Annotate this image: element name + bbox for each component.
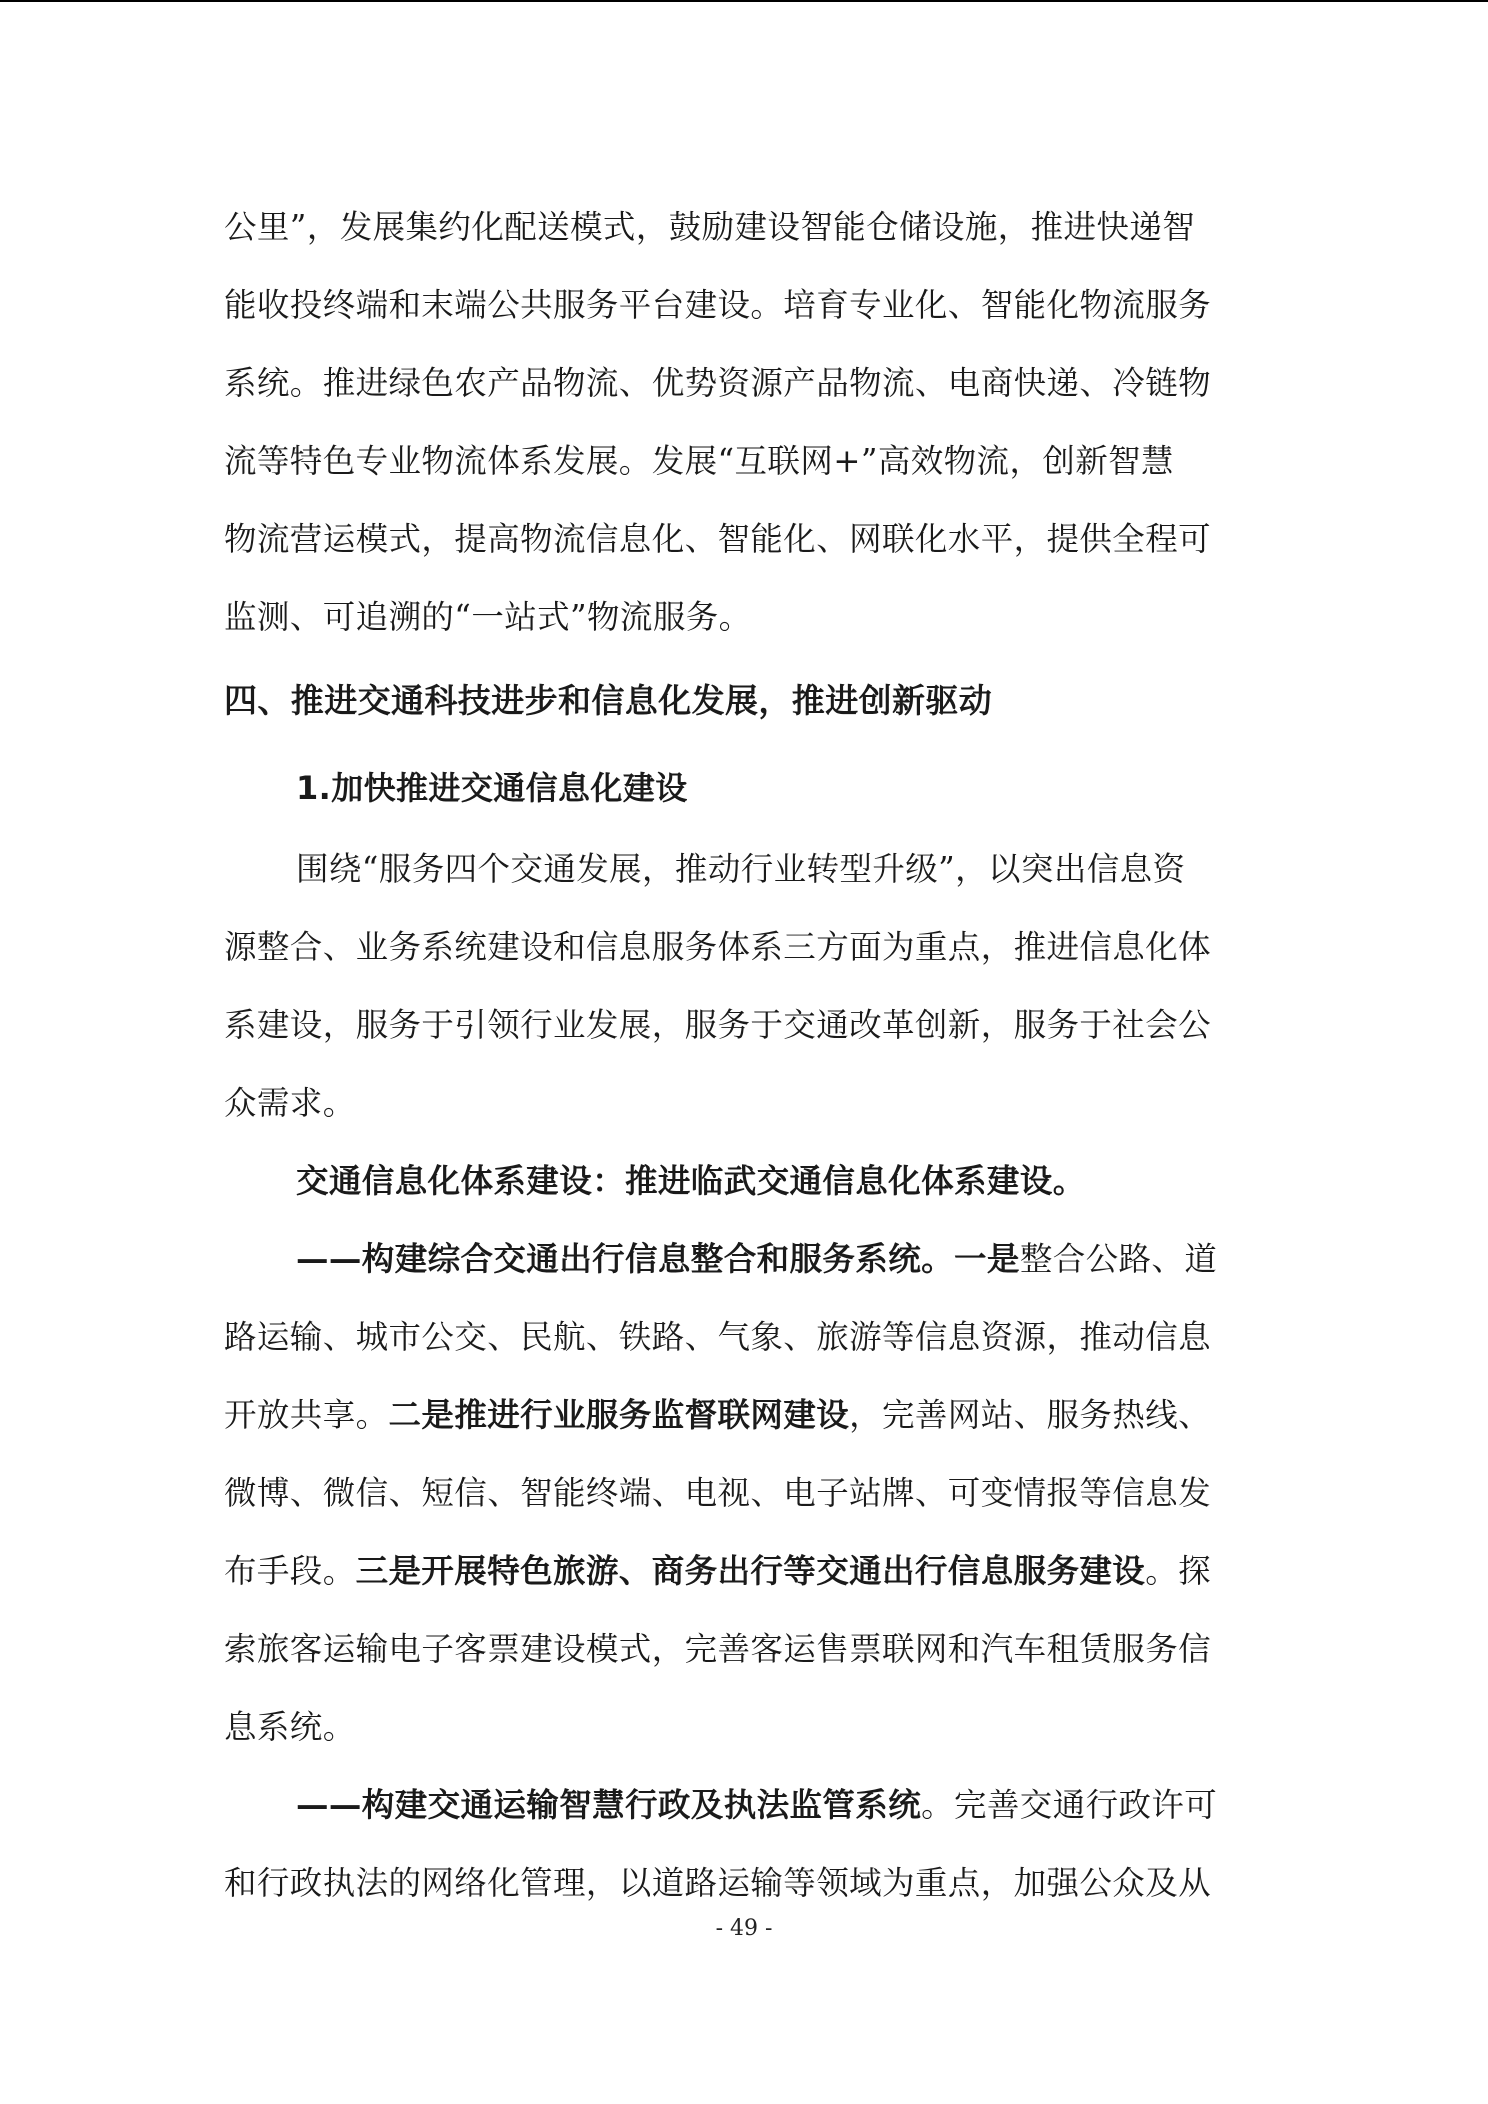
- text-run: 整合公路、道: [1019, 1240, 1218, 1278]
- text-run: 开放共享。: [224, 1396, 389, 1434]
- top-border-rule: [0, 0, 1488, 2]
- text-line: 监测、可追溯的“一站式”物流服务。: [224, 598, 752, 636]
- paragraph-logistics: [224, 188, 1264, 656]
- paragraph-informatization: [224, 830, 1264, 1142]
- text-line: 能收投终端和末端公共服务平台建设。培育专业化、智能化物流服务: [224, 286, 1212, 324]
- page-number: - 49 -: [715, 1916, 773, 1941]
- text-line: 和行政执法的网络化管理，以道路运输等领域为重点，加强公众及从: [224, 1864, 1212, 1902]
- text-line: 系建设，服务于引领行业发展，服务于交通改革创新，服务于社会公: [224, 1006, 1212, 1044]
- text-line: 物流营运模式，提高物流信息化、智能化、网联化水平，提供全程可: [224, 520, 1212, 558]
- text-run: ，完善网站、服务热线、: [849, 1396, 1212, 1434]
- text-line: 微博、微信、短信、智能终端、电视、电子站牌、可变情报等信息发: [224, 1474, 1212, 1512]
- text-line: [224, 1220, 1264, 1298]
- bold-statement: 交通信息化体系建设：推进临武交通信息化体系建设。: [296, 1161, 1086, 1200]
- text-line: 系统。推进绿色农产品物流、优势资源产品物流、电商快递、冷链物: [224, 364, 1212, 402]
- text-line: [224, 1766, 1264, 1844]
- text-line: [224, 1532, 1264, 1610]
- bold-phrase: ——构建综合交通出行信息整合和服务系统。一是: [296, 1239, 1020, 1278]
- paragraph-smart-administration: [224, 1766, 1264, 1922]
- text-run: 。探: [1145, 1552, 1212, 1590]
- text-run: 。完善交通行政许可: [921, 1786, 1218, 1824]
- text-line: 路运输、城市公交、民航、铁路、气象、旅游等信息资源，推动信息: [224, 1318, 1212, 1356]
- text-line: 息系统。: [224, 1708, 356, 1746]
- bold-phrase: 二是推进行业服务监督联网建设: [388, 1395, 850, 1434]
- bold-phrase: ——构建交通运输智慧行政及执法监管系统: [296, 1785, 922, 1824]
- text-line: [224, 1376, 1264, 1454]
- section-heading: 四、推进交通科技进步和信息化发展，推进创新驱动: [224, 681, 993, 720]
- text-line: 众需求。: [224, 1084, 356, 1122]
- text-line: 公里”，发展集约化配送模式，鼓励建设智能仓储设施，推进快递智: [224, 208, 1196, 246]
- text-line: 索旅客运输电子客票建设模式，完善客运售票联网和汽车租赁服务信: [224, 1630, 1212, 1668]
- subsection-heading: 1.加快推进交通信息化建设: [296, 769, 688, 807]
- document-page: [224, 188, 1264, 1922]
- text-line: 围绕“服务四个交通发展，推动行业转型升级”，以突出信息资: [296, 850, 1186, 888]
- text-line: 源整合、业务系统建设和信息服务体系三方面为重点，推进信息化体: [224, 928, 1212, 966]
- bold-phrase: 三是开展特色旅游、商务出行等交通出行信息服务建设: [355, 1551, 1146, 1590]
- text-run: 布手段。: [224, 1552, 356, 1590]
- text-line: 流等特色专业物流体系发展。发展“互联网+”高效物流，创新智慧: [224, 442, 1174, 480]
- paragraph-travel-info-system: [224, 1220, 1264, 1766]
